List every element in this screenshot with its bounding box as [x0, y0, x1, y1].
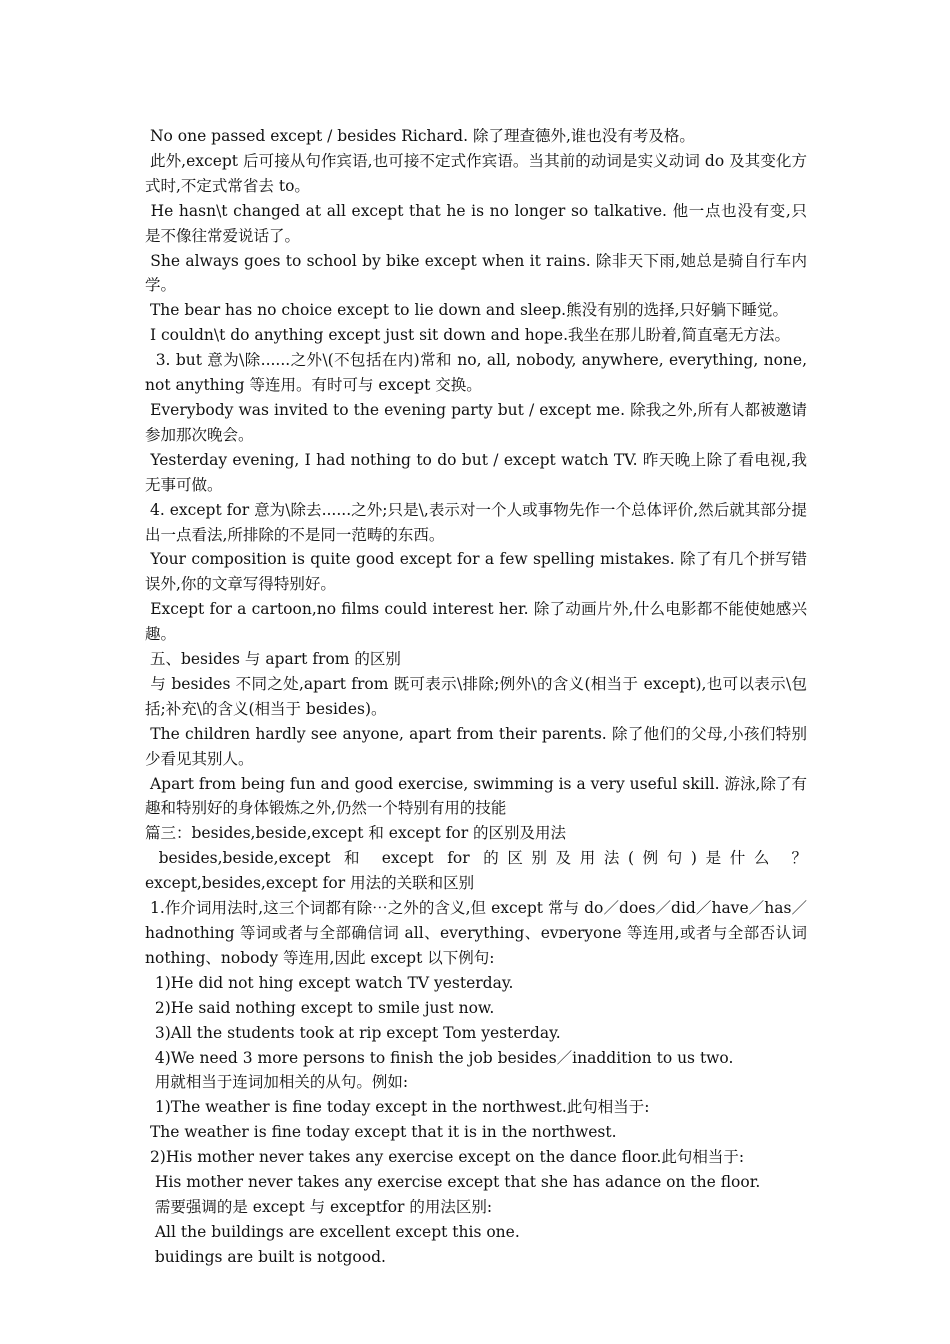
paragraph-5: The bear has no choice except to lie down and sleep.熊没有别的选择,只好躺下睡觉。 — [145, 301, 788, 320]
document-page — [145, 124, 817, 1270]
chapter-heading-3: 篇三：besides,beside,except 和 except for 的区别及用法 — [145, 824, 567, 843]
example-line-9: All the buildings are excellent except this one. — [145, 1222, 520, 1241]
paragraph-8: Everybody was invited to the evening party but / except me. 除我之外,所有人都被邀请参加那次晚会。 — [145, 400, 807, 444]
example-line-1: 1)He did not hing except watch TV yesterday. — [145, 973, 514, 992]
paragraph-15: The children hardly see anyone, apart from their parents. 除了他们的父母,小孩们特别少看见其别人。 — [145, 724, 807, 768]
paragraph-14: 与 besides 不同之处,apart from 既可表示\排除;例外\的含义(相当于 except),也可以表示\包括;补充\的含义(相当于 besides)。 — [145, 674, 807, 718]
paragraph-18: besides,beside,except 和 except for 的区别及用法(例句)是什么 ？ except,besides,except for 用法的关联和区别 — [145, 849, 817, 893]
example-line-3: 3)All the students took at rip except Tom yesterday. — [145, 1023, 561, 1042]
paragraph-16: Apart from being fun and good exercise, swimming is a very useful skill. 游泳,除了有趣和特别好的身体锻炼之外,仍然一个特别有用的技能 — [145, 774, 807, 818]
example-line-2: 2)He said nothing except to smile just now. — [145, 998, 495, 1017]
paragraph-1: No one passed except / besides Richard. 除了理查德外,谁也没有考及格。 — [145, 127, 695, 145]
paragraph-9: Yesterday evening, I had nothing to do but / except watch TV. 昨天晚上除了看电视,我无事可做。 — [145, 450, 807, 494]
example-line-8: His mother never takes any exercise except that she has adance on the floor. — [145, 1173, 761, 1192]
paragraph-3: He hasn\t changed at all except that he is no longer so talkative. 他一点也没有变,只是不像往常爱说话了。 — [145, 201, 807, 245]
paragraph-4: She always goes to school by bike except when it rains. 除非天下雨,她总是骑自行车内学。 — [145, 251, 807, 295]
paragraph-7: 3. but 意为\除......之外\(不包括在内)常和 no, all, nobody, anywhere, everything, none, not anything 等连用。有时可与 except 交换。 — [145, 351, 812, 395]
paragraph-11: Your composition is quite good except for a few spelling mistakes. 除了有几个拼写错误外,你的文章写得特别好。 — [145, 550, 807, 594]
section-heading-5: 五、besides 与 apart from 的区别 — [145, 650, 401, 669]
example-line-4: 4)We need 3 more persons to finish the job besides／inaddition to us two. — [145, 1048, 734, 1067]
paragraph-12: Except for a cartoon,no films could interest her. 除了动画片外,什么电影都不能使她感兴趣。 — [145, 600, 807, 644]
paragraph-29: 需要强调的是 except 与 exceptfor 的用法区别: — [145, 1197, 493, 1216]
paragraph-6: I couldn\t do anything except just sit down and hope.我坐在那儿盼着,简直毫无方法。 — [145, 326, 790, 345]
paragraph-19: 1.作介词用法时,这三个词都有除⋯之外的含义,但 except 常与 do／does／did／have／has／hadnothing 等词或者与全部确信词 all、everything、evᴅeryone 等连用,或者与全部否认词 nothing、nobody 等连用,因此 except 以下例句: — [145, 899, 812, 967]
example-line-6: The weather is fine today except that it is in the northwest. — [145, 1123, 617, 1142]
paragraph-2: 此外,except 后可接从句作宾语,也可接不定式作宾语。当其前的动词是实义动词 do 及其变化方式时,不定式常省去 to。 — [145, 151, 807, 195]
example-line-7: 2)His mother never takes any exercise except on the dance floor.此句相当于: — [145, 1148, 745, 1167]
example-line-10: buidings are built is notgood. — [145, 1247, 386, 1266]
paragraph-24: 用就相当于连词加相关的从句。例如: — [145, 1073, 409, 1092]
example-line-5: 1)The weather is fine today except in the northwest.此句相当于: — [145, 1098, 650, 1117]
paragraph-10: 4. except for 意为\除去......之外;只是\,表示对一个人或事物先作一个总体评价,然后就其部分提出一点看法,所排除的不是同一范畴的东西。 — [145, 500, 807, 544]
